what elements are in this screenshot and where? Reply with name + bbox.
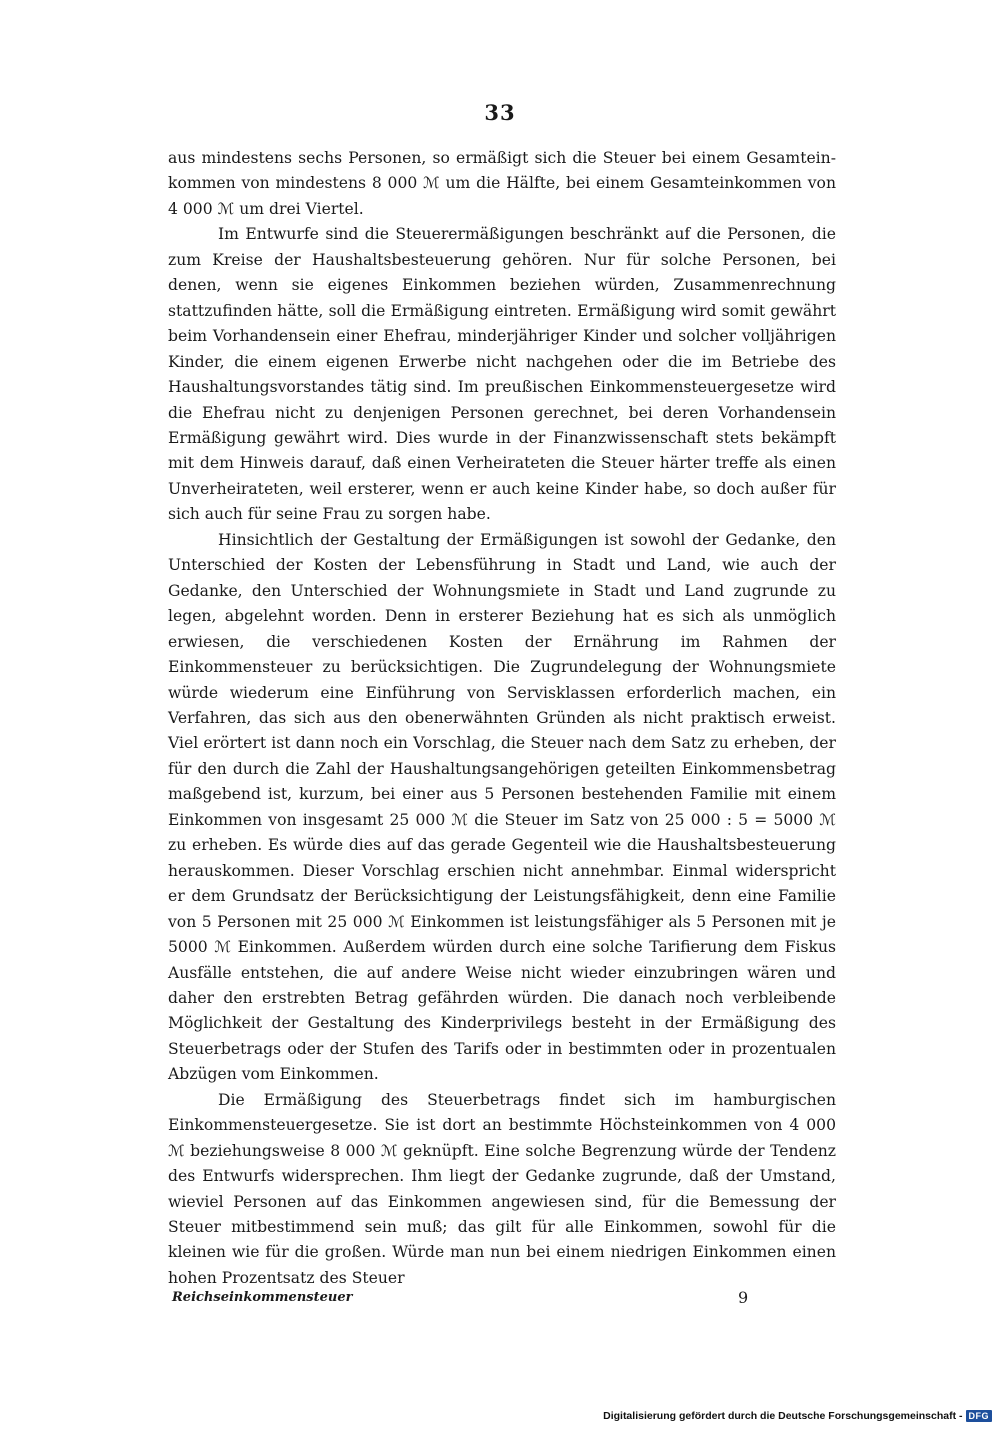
signature-mark: 9 (738, 1288, 749, 1307)
paragraph-4: Die Ermäßigung des Steuerbetrags findet sich im hamburgischen Einkommensteuergesetze. Sie ist dort an bestimmte Höchsteinkommen von 4 000 ℳ beziehungsweise 8 000 ℳ geknüpft. Eine solche Begrenzung würde der Tendenz des Entwurfs widersprechen. Ihm liegt der Gedanke zugrunde, daß der Umstand, wieviel Personen auf das Einkommen angewiesen sind, für die Bemessung der Steuer mitbestimmend sein muß; das gilt für alle Einkommen, sowohl für die kleinen wie für die großen. Würde man nun bei einem niedrigen Einkommen einen hohen Prozentsatz des Steuer (168, 1090, 836, 1287)
paragraph-3: Hinsichtlich der Gestaltung der Ermäßigungen ist sowohl der Gedanke, den Unterschied der Kosten der Lebensführung in Stadt und Land, wie auch der Gedanke, den Unterschied der Wohnungsmiete in Stadt und Land zugrunde zu legen, abgelehnt worden. Denn in ersterer Beziehung hat es sich als unmöglich erwiesen, die verschiedenen Kosten der Ernährung im Rahmen der Einkommensteuer zu berücksichtigen. Die Zugrundelegung der Wohnungsmiete würde wiederum eine Einführung von Servisklassen erforderlich machen, ein Verfahren, das sich aus den obenerwähnten Gründen als nicht praktisch erweist. Viel erörtert ist dann noch ein Vorschlag, die Steuer nach dem Satz zu erheben, der für den durch die Zahl der Haushaltungsangehörigen geteilten Einkommensbetrag maßgebend ist, kurzum, bei einer aus 5 Personen bestehenden Familie mit einem Einkommen von insgesamt 25 000 ℳ die Steuer im Satz von 25 000 : 5 = 5000 ℳ zu erheben. Es würde dies auf das gerade Gegenteil wie die Haushaltsbesteuerung herauskommen. Dieser Vorschlag erschien nicht annehmbar. Einmal widerspricht er dem Grundsatz der Berücksichtigung der Leistungsfähigkeit, denn eine Familie von 5 Personen mit 25 000 ℳ Einkommen ist leistungsfähiger als 5 Personen mit je 5000 ℳ Einkommen. Außerdem würden durch eine solche Tarifierung dem Fiskus Ausfälle entstehen, die auf andere Weise nicht wieder einzubringen wären und daher den erstrebten Betrag gefährden würden. Die danach noch verbleibende Möglichkeit der Gestaltung des Kinderprivilegs besteht in der Ermäßigung des Steuerbetrags oder der Stufen des Tarifs oder in bestimmten oder in prozentualen Abzügen vom Einkommen. (168, 530, 836, 1084)
footer-title: Reichseinkommensteuer (172, 1290, 353, 1305)
digitization-notice (603, 1410, 992, 1422)
paragraph-2: Im Entwurfe sind die Steuerermäßigungen beschränkt auf die Personen, die zum Kreise der Haushaltsbesteuerung gehören. Nur für solche Personen, bei denen, wenn sie eigenes Einkommen beziehen würden, Zusammenrechnung stattzufinden hätte, soll die Ermäßigung eintreten. Ermäßigung wird somit gewährt beim Vorhandensein einer Ehefrau, minderjähriger Kinder und solcher volljährigen Kinder, die einem eigenen Erwerbe nicht nachgehen oder die im Betriebe des Haushaltungsvorstandes tätig sind. Im preußischen Einkommensteuergesetze wird die Ehefrau nicht zu denjenigen Personen gerechnet, bei deren Vorhandensein Ermäßigung gewährt wird. Dies wurde in der Finanzwissenschaft stets bekämpft mit dem Hinweis darauf, daß einen Verheirateten die Steuer härter treffe als einen Unverheirateten, weil ersterer, wenn er auch keine Kinder habe, so doch außer für sich auch für seine Frau zu sorgen habe. (168, 225, 836, 524)
digitization-notice-text: Digitalisierung gefördert durch die Deutsche Forschungsgemeinschaft - (603, 1410, 963, 1422)
paragraph-1: aus mindestens sechs Personen, so ermäßigt sich die Steuer bei einem Gesamteinkommen von mindestens 8 000 ℳ um die Hälfte, bei einem Gesamteinkommen von 4 000 ℳ um drei Viertel. (168, 149, 836, 218)
dfg-logo-icon: DFG (966, 1410, 993, 1422)
body-text (168, 146, 836, 1291)
page-number: 33 (484, 100, 516, 125)
